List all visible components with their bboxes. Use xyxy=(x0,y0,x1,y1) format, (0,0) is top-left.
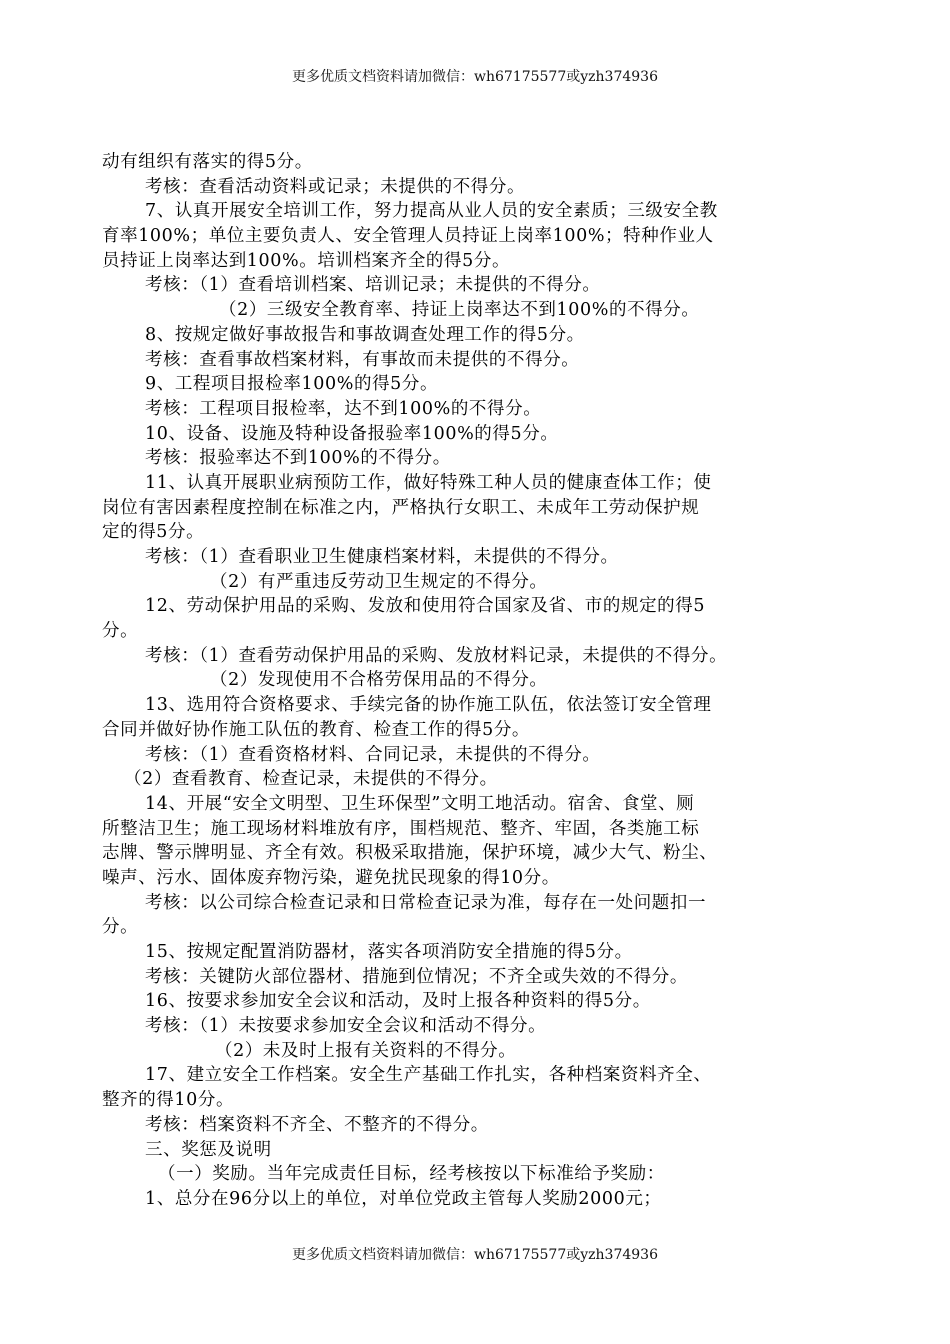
text-line: 考核：关键防火部位器材、措施到位情况；不齐全或失效的不得分。 xyxy=(145,966,688,987)
text-line: 考核：工程项目报检率，达不到100%的不得分。 xyxy=(145,398,542,419)
text-line: 分。 xyxy=(102,917,139,938)
text-line: 17、建立安全工作档案。安全生产基础工作扎实，各种档案资料齐全、 xyxy=(145,1065,712,1086)
text-line: 13、选用符合资格要求、手续完备的协作施工队伍，依法签订安全管理 xyxy=(145,695,712,716)
text-line: 岗位有害因素程度控制在标准之内，严格执行女职工、未成年工劳动保护规 xyxy=(102,497,700,518)
text-line: 考核：（1）查看资格材料、合同记录，未提供的不得分。 xyxy=(145,744,601,765)
text-line: 整齐的得10分。 xyxy=(102,1090,235,1111)
text-line: 12、劳动保护用品的采购、发放和使用符合国家及省、市的规定的得5 xyxy=(145,596,706,617)
text-line: 分。 xyxy=(102,621,139,642)
text-line: （2）三级安全教育率、持证上岗率达不到100%的不得分。 xyxy=(219,300,700,321)
text-line: （2）有严重违反劳动卫生规定的不得分。 xyxy=(210,571,548,592)
page-header: 更多优质文档资料请加微信：wh67175577或yzh374936 xyxy=(291,69,658,85)
text-line: 7、认真开展安全培训工作，努力提高从业人员的安全素质；三级安全教 xyxy=(145,201,718,222)
text-line: 考核：报验率达不到100%的不得分。 xyxy=(145,448,451,469)
text-line: 动有组织有落实的得5分。 xyxy=(102,152,313,172)
text-line: 考核：（1）未按要求参加安全会议和活动不得分。 xyxy=(145,1016,547,1037)
text-line: 10、设备、设施及特种设备报验率100%的得5分。 xyxy=(145,423,559,444)
text-line: 8、按规定做好事故报告和事故调查处理工作的得5分。 xyxy=(145,324,585,345)
text-line: （2）查看教育、检查记录，未提供的不得分。 xyxy=(124,769,498,790)
text-line: 三、奖惩及说明 xyxy=(145,1139,272,1160)
text-line: （2）未及时上报有关资料的不得分。 xyxy=(215,1040,517,1061)
text-line: 所整洁卫生；施工现场材料堆放有序，围档规范、整齐、牢固，各类施工标 xyxy=(102,818,700,839)
text-line: 考核：（1）查看培训档案、培训记录；未提供的不得分。 xyxy=(145,275,601,296)
text-line: 定的得5分。 xyxy=(102,522,205,543)
text-line: 15、按规定配置消防器材，落实各项消防安全措施的得5分。 xyxy=(145,942,633,962)
text-line: 考核：（1）查看劳动保护用品的采购、发放材料记录，未提供的不得分。 xyxy=(145,645,728,666)
text-line: （一）奖励。当年完成责任目标，经考核按以下标准给予奖励： xyxy=(158,1164,665,1185)
text-line: 1、总分在96分以上的单位，对单位党政主管每人奖励2000元； xyxy=(145,1188,662,1209)
text-line: 16、按要求参加安全会议和活动，及时上报各种资料的得5分。 xyxy=(145,991,651,1012)
text-line: 考核：（1）查看职业卫生健康档案材料，未提供的不得分。 xyxy=(145,547,619,567)
text-line: （2）发现使用不合格劳保用品的不得分。 xyxy=(210,670,548,691)
text-line: 合同并做好协作施工队伍的教育、检查工作的得5分。 xyxy=(102,719,531,740)
text-line: 考核：查看事故档案材料，有事故而未提供的不得分。 xyxy=(145,349,580,370)
text-line: 考核：档案资料不齐全、不整齐的不得分。 xyxy=(145,1114,489,1135)
text-line: 14、开展“安全文明型、卫生环保型”文明工地活动。宿舍、食堂、厕 xyxy=(145,793,695,814)
text-line: 11、认真开展职业病预防工作，做好特殊工种人员的健康查体工作；使 xyxy=(145,472,712,493)
text-line: 9、工程项目报检率100%的得5分。 xyxy=(145,374,439,395)
text-line: 志牌、警示牌明显、齐全有效。积极采取措施，保护环境，减少大气、粉尘、 xyxy=(102,843,718,864)
text-line: 考核：以公司综合检查记录和日常检查记录为准，每存在一处问题扣一 xyxy=(145,892,707,913)
text-line: 噪声、污水、固体废弃物污染，避免扰民现象的得10分。 xyxy=(102,867,560,888)
document-body xyxy=(102,150,852,1212)
text-line: 考核：查看活动资料或记录；未提供的不得分。 xyxy=(145,176,526,197)
text-line: 员持证上岗率达到100%。培训档案齐全的得5分。 xyxy=(102,250,511,271)
page-footer: 更多优质文档资料请加微信：wh67175577或yzh374936 xyxy=(291,1247,658,1263)
text-line: 育率100%；单位主要负责人、安全管理人员持证上岗率100%；特种作业人 xyxy=(102,226,714,247)
